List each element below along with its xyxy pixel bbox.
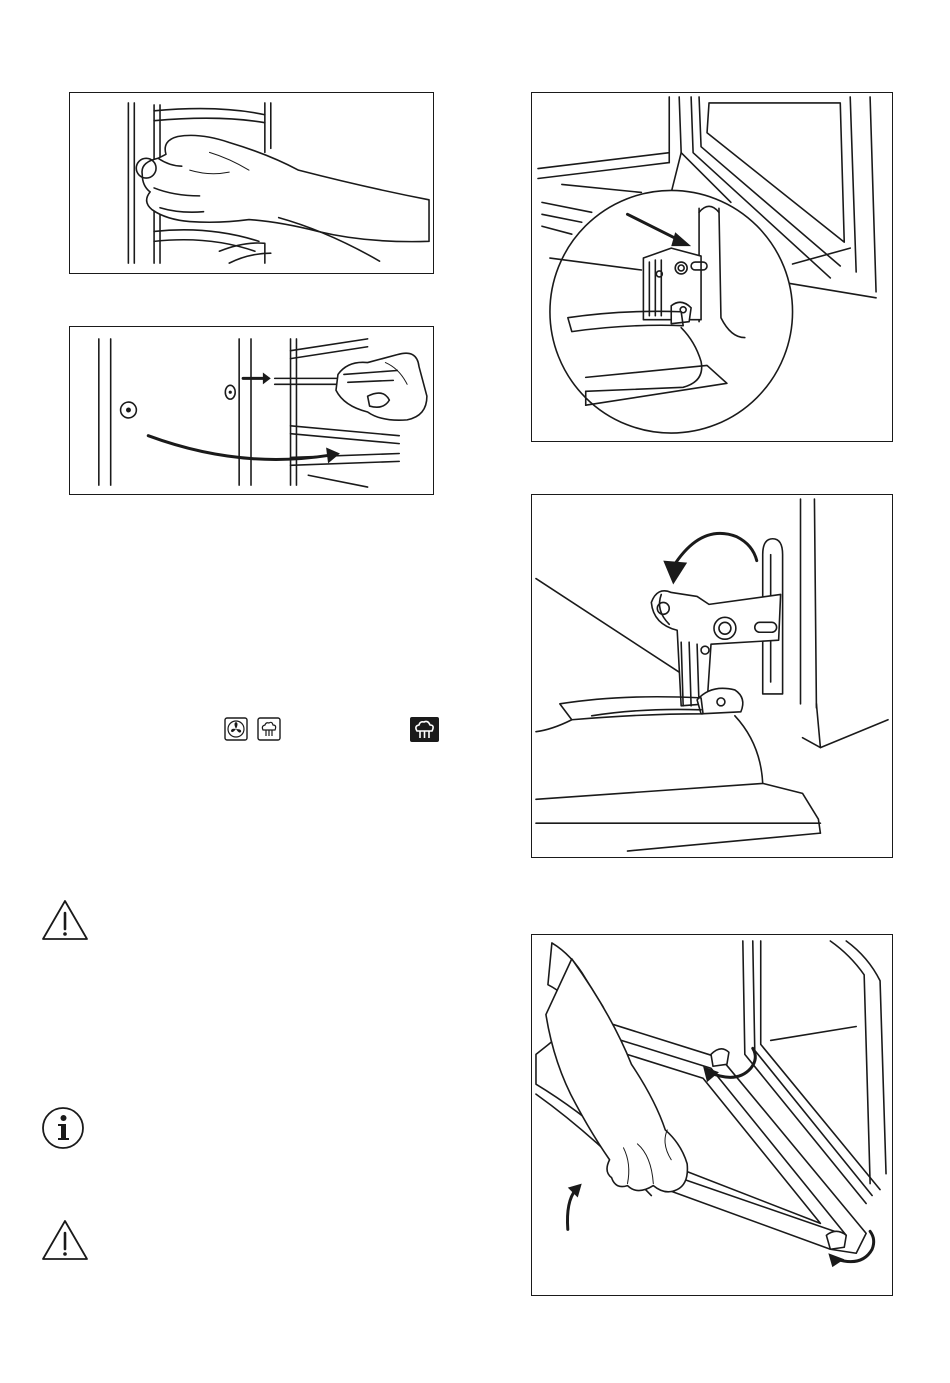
shelf-support-pull-illustration (70, 93, 433, 273)
door-removal-illustration (532, 935, 892, 1295)
steam-filled-icon (410, 717, 439, 742)
fan-function-icon (224, 717, 248, 741)
warning-triangle-icon (40, 898, 90, 942)
figure-shelf-support-removal (69, 326, 434, 495)
door-hinge-detail-illustration (532, 93, 892, 441)
steam-function-icon (257, 717, 281, 741)
figure-door-removal (531, 934, 893, 1296)
shelf-support-removal-illustration (70, 327, 433, 494)
figure-door-hinge-detail (531, 92, 893, 442)
figure-shelf-support-pull (69, 92, 434, 274)
hinge-lever-rotation-illustration (532, 495, 892, 857)
warning-triangle-icon (40, 1218, 90, 1262)
info-circle-icon (41, 1106, 85, 1150)
figure-hinge-lever-rotation (531, 494, 893, 858)
